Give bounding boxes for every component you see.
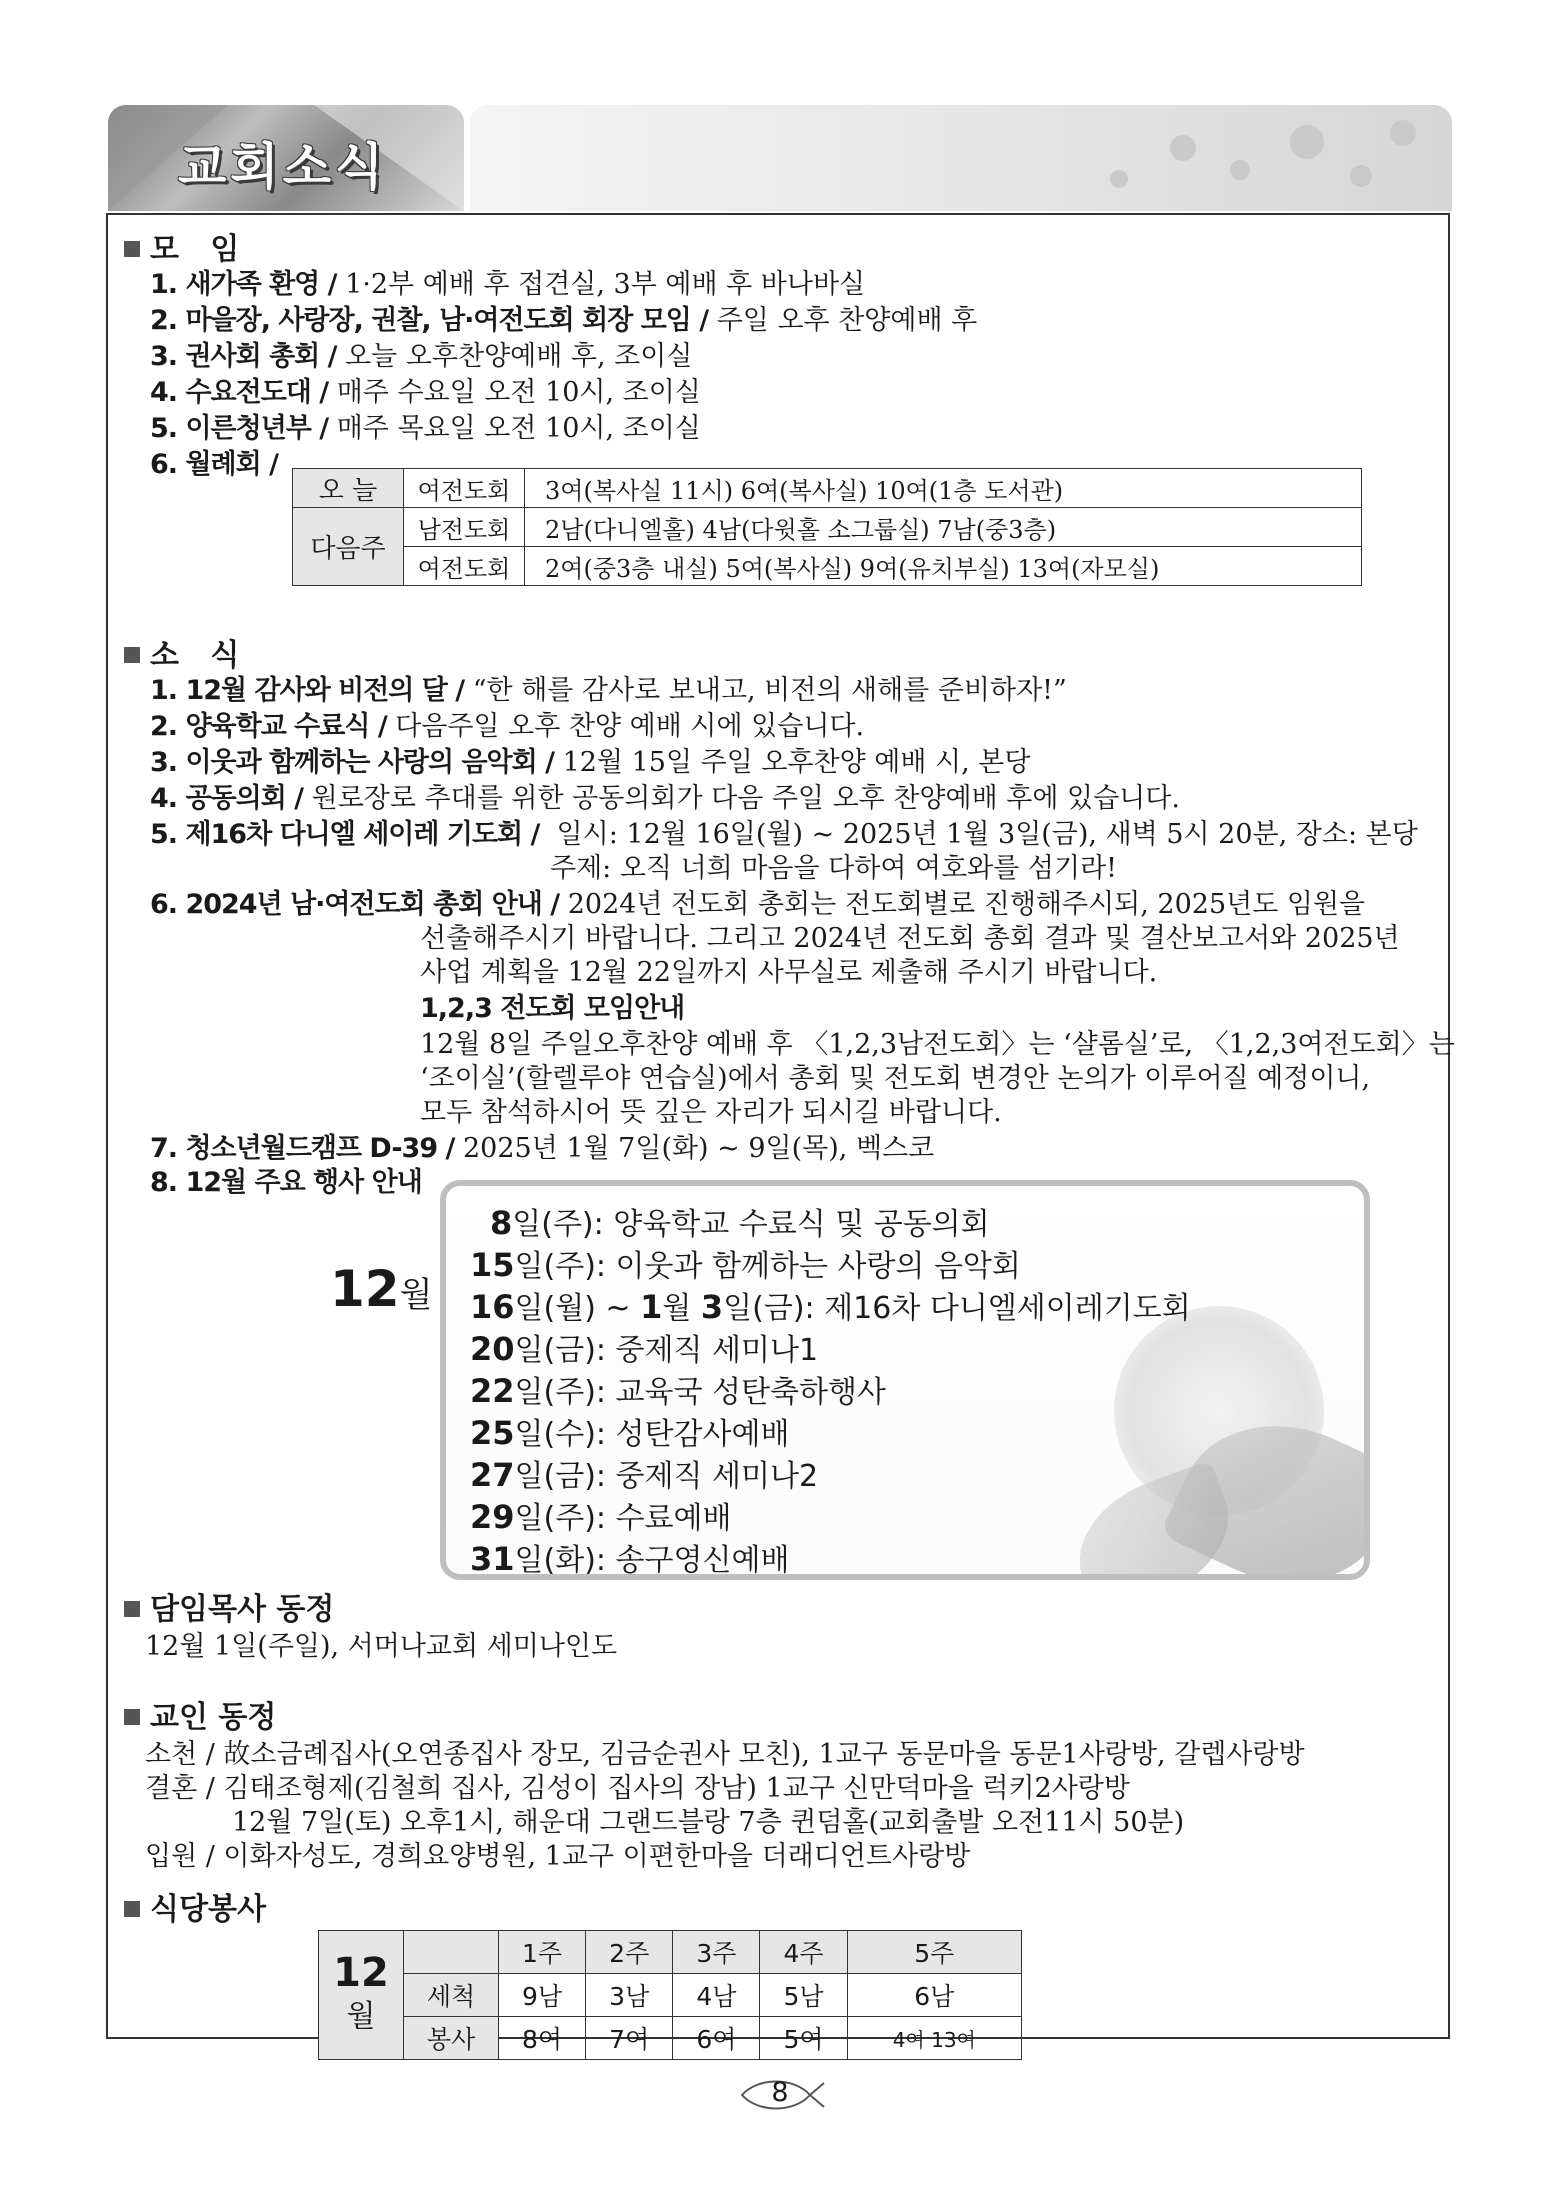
table-cell: 5주 <box>847 1931 1021 1974</box>
meal-service-table <box>318 1930 1022 2060</box>
meeting-item: 3. 권사회 총회 / 오늘 오후찬양예배 후, 조이실 <box>150 341 693 372</box>
section-heading-meals: 식당봉사 <box>124 1892 266 1928</box>
square-bullet-icon <box>124 241 140 257</box>
table-cell: 다음주 <box>293 508 404 586</box>
member-news-line: 입원 / 이화자성도, 경희요양병원, 1교구 이편한마을 더래디언트사랑방 <box>145 1841 971 1872</box>
news-item: 6. 2024년 남·여전도회 총회 안내 / 2024년 전도회 총회는 전도회별로 진행해주시되, 2025년도 임원을 <box>150 889 1366 920</box>
page-title: 교회소식 <box>178 138 388 196</box>
member-news-line: 12월 7일(토) 오후1시, 해운대 그랜드블랑 7층 퀸덤홀(교회출발 오전11시 50분) <box>232 1807 1185 1838</box>
square-bullet-icon <box>124 647 140 663</box>
meeting-item: 2. 마을장, 사랑장, 권찰, 남·여전도회 회장 모임 / 주일 오후 찬양예배 후 <box>150 305 978 336</box>
table-cell: 4남 <box>673 1974 760 2017</box>
table-cell: 12 월 <box>319 1931 404 2060</box>
calendar-event: 8일(주): 양육학교 수료식 및 공동의회 <box>490 1204 990 1242</box>
table-cell: 3남 <box>586 1974 673 2017</box>
table-cell: 5남 <box>760 1974 847 2017</box>
news-item-continuation: ‘조이실’(할렐루야 연습실)에서 총회 및 전도회 변경안 논의가 이루어질 예정이니, <box>420 1063 1371 1094</box>
news-item-continuation: 사업 계획을 12월 22일까지 사무실로 제출해 주시기 바랍니다. <box>420 957 1158 988</box>
table-cell: 4여 13여 <box>847 2017 1021 2060</box>
calendar-month: 12월 <box>330 1260 433 1318</box>
table-cell: 8여 <box>499 2017 586 2060</box>
section-heading-members: 교인 동정 <box>124 1700 276 1736</box>
blossom-decoration <box>1230 160 1250 180</box>
table-cell: 세척 <box>404 1974 499 2017</box>
table-row <box>293 508 1362 547</box>
square-bullet-icon <box>124 1709 140 1725</box>
news-item: 7. 청소년월드캠프 D-39 / 2025년 1월 7일(화) ~ 9일(목), 벡스코 <box>150 1133 935 1164</box>
meeting-item: 4. 수요전도대 / 매주 수요일 오전 10시, 조이실 <box>150 377 701 408</box>
section-heading-pastor: 담임목사 동정 <box>124 1592 334 1628</box>
calendar-box <box>440 1180 1370 1580</box>
table-cell: 2남(다니엘홀) 4남(다윗홀 소그룹실) 7남(중3층) <box>525 508 1362 547</box>
table-cell: 3주 <box>673 1931 760 1974</box>
news-item-continuation: 선출해주시기 바랍니다. 그리고 2024년 전도회 총회 결과 및 결산보고서와 2025년 <box>420 923 1400 954</box>
square-bullet-icon <box>124 1901 140 1917</box>
header-banner <box>108 105 464 211</box>
table-row <box>319 1974 1022 2017</box>
news-item-continuation: 주제: 오직 너희 마음을 다하여 여호와를 섬기라! <box>550 853 1117 884</box>
sub-heading: 1,2,3 전도회 모임안내 <box>420 993 685 1024</box>
table-cell: 남전도회 <box>404 508 525 547</box>
news-item: 2. 양육학교 수료식 / 다음주일 오후 찬양 예배 시에 있습니다. <box>150 711 865 742</box>
member-news-line: 결혼 / 김태조형제(김철희 집사, 김성이 집사의 장남) 1교구 신만덕마을 럭키2사랑방 <box>145 1773 1130 1804</box>
news-item: 4. 공동의회 / 원로장로 추대를 위한 공동의회가 다음 주일 오후 찬양예배 후에 있습니다. <box>150 783 1180 814</box>
table-cell: 5여 <box>760 2017 847 2060</box>
member-news-line: 소천 / 故소금례집사(오연종집사 장모, 김금순권사 모친), 1교구 동문마을 동문1사랑방, 갈렙사랑방 <box>145 1739 1305 1770</box>
calendar-event: 27일(금): 중제직 세미나2 <box>470 1456 819 1494</box>
table-cell: 6남 <box>847 1974 1021 2017</box>
table-row <box>293 469 1362 508</box>
table-cell: 4주 <box>760 1931 847 1974</box>
news-item: 1. 12월 감사와 비전의 달 / “한 해를 감사로 보내고, 비전의 새해를 준비하자!” <box>150 675 1067 706</box>
table-cell: 6여 <box>673 2017 760 2060</box>
calendar-event: 16일(월) ~ 1월 3일(금): 제16차 다니엘세이레기도회 <box>470 1288 1191 1326</box>
table-cell <box>404 1931 499 1974</box>
table-cell: 9남 <box>499 1974 586 2017</box>
square-bullet-icon <box>124 1601 140 1617</box>
table-cell: 7여 <box>586 2017 673 2060</box>
blossom-decoration <box>1390 120 1416 146</box>
meeting-item: 1. 새가족 환영 / 1·2부 예배 후 접견실, 3부 예배 후 바나바실 <box>150 269 866 300</box>
table-cell: 오 늘 <box>293 469 404 508</box>
calendar-event: 25일(수): 성탄감사예배 <box>470 1414 790 1452</box>
blossom-decoration <box>1290 125 1324 159</box>
header-decoration <box>470 105 1452 211</box>
blossom-decoration <box>1350 165 1372 187</box>
table-row <box>319 2017 1022 2060</box>
section-heading-meetings: 모 임 <box>124 232 239 268</box>
page-number: 8 <box>752 2073 808 2113</box>
section-heading-news: 소 식 <box>124 638 239 674</box>
news-item: 5. 제16차 다니엘 세이레 기도회 / 일시: 12월 16일(월) ~ 2025년 1월 3일(금), 새벽 5시 20분, 장소: 본당 <box>150 819 1418 850</box>
table-cell: 봉사 <box>404 2017 499 2060</box>
table-row <box>319 1931 1022 1974</box>
table-cell: 2여(중3층 내실) 5여(복사실) 9여(유치부실) 13여(자모실) <box>525 547 1362 586</box>
monthly-meeting-table <box>292 468 1362 586</box>
news-item: 3. 이웃과 함께하는 사랑의 음악회 / 12월 15일 주일 오후찬양 예배 시, 본당 <box>150 747 1031 778</box>
table-cell: 3여(복사실 11시) 6여(복사실) 10여(1층 도서관) <box>525 469 1362 508</box>
blossom-decoration <box>1170 135 1196 161</box>
table-cell: 2주 <box>586 1931 673 1974</box>
calendar-event: 22일(주): 교육국 성탄축하행사 <box>470 1372 886 1410</box>
blossom-decoration <box>1110 170 1128 188</box>
calendar-event: 15일(주): 이웃과 함께하는 사랑의 음악회 <box>470 1246 1021 1284</box>
table-cell: 여전도회 <box>404 547 525 586</box>
news-item-continuation: 모두 참석하시어 뜻 깊은 자리가 되시길 바랍니다. <box>420 1097 1002 1128</box>
calendar-event: 20일(금): 중제직 세미나1 <box>470 1330 819 1368</box>
meeting-item: 5. 이른청년부 / 매주 목요일 오전 10시, 조이실 <box>150 413 701 444</box>
news-item: 8. 12월 주요 행사 안내 <box>150 1167 422 1198</box>
table-cell: 여전도회 <box>404 469 525 508</box>
calendar-event: 29일(주): 수료예배 <box>470 1498 732 1536</box>
table-row <box>293 547 1362 586</box>
meeting-item: 6. 월례회 / <box>150 449 278 480</box>
news-item-continuation: 12월 8일 주일오후찬양 예배 후 〈1,2,3남전도회〉는 ‘샬롬실’로, 〈1,2,3여전도회〉는 <box>420 1029 1455 1060</box>
table-cell: 1주 <box>499 1931 586 1974</box>
calendar-event: 31일(화): 송구영신예배 <box>470 1540 790 1578</box>
pastor-schedule: 12월 1일(주일), 서머나교회 세미나인도 <box>145 1631 618 1662</box>
